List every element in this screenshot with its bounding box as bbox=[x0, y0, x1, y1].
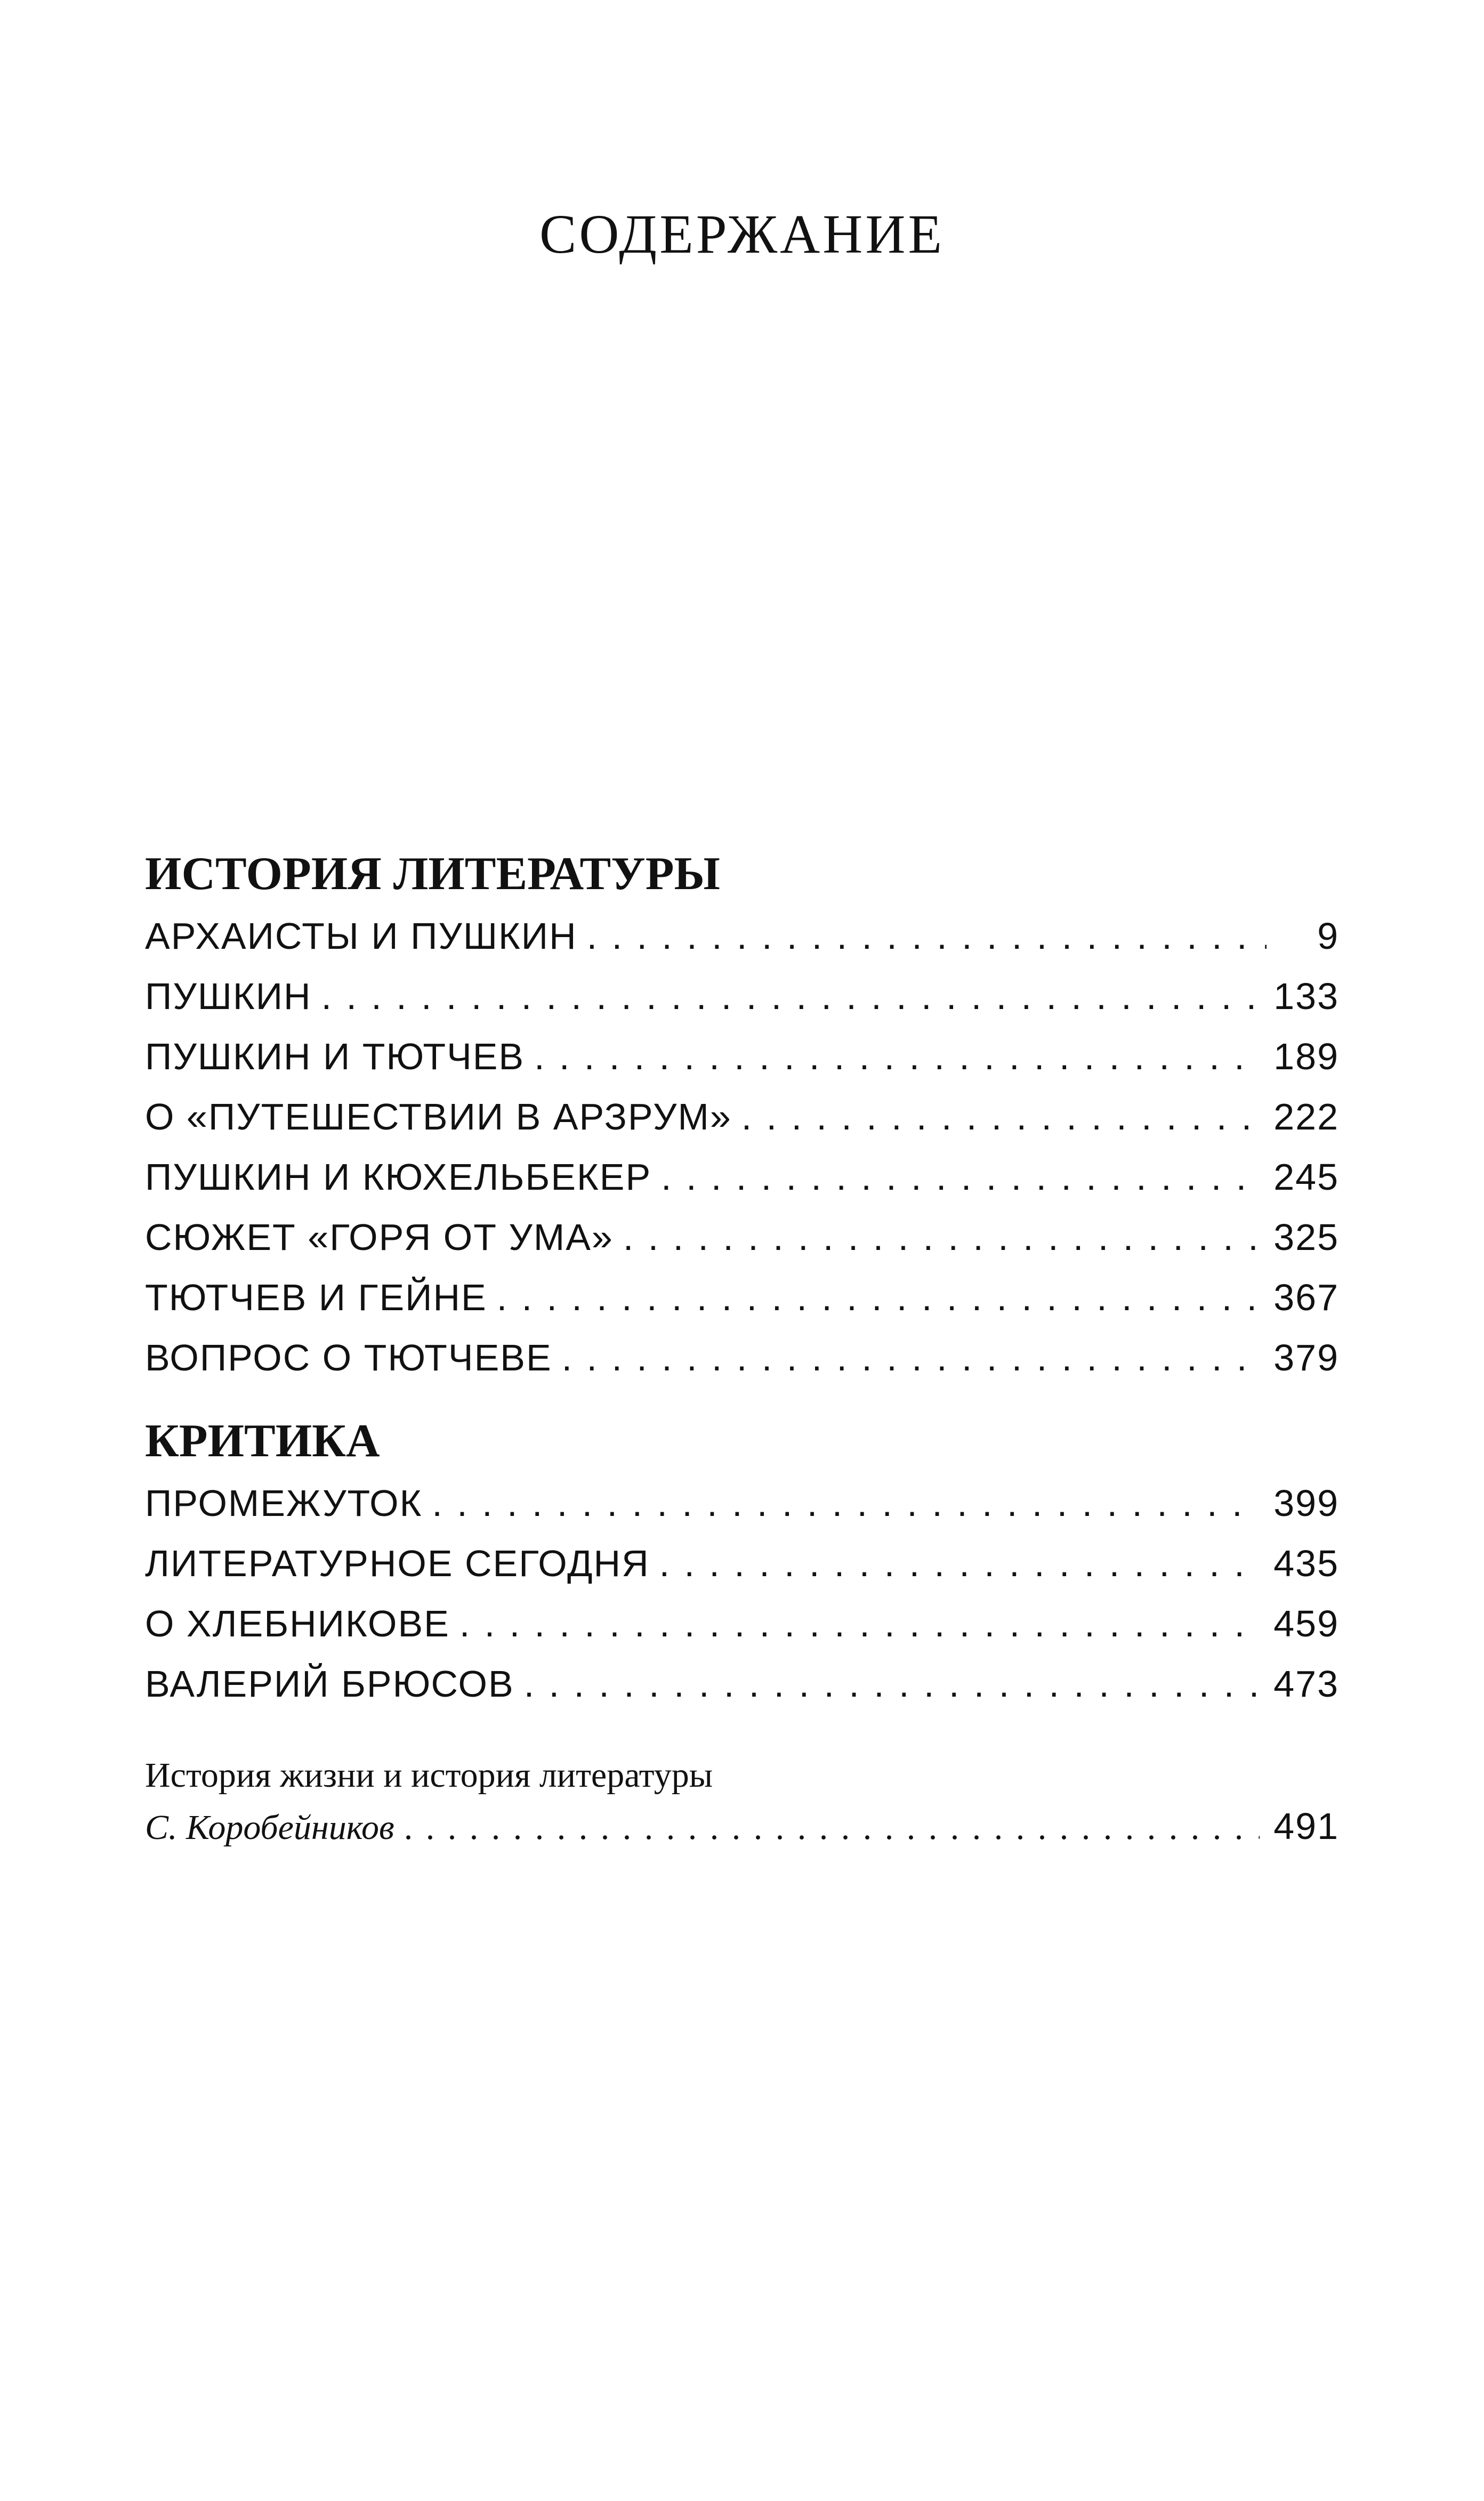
dot-leader bbox=[587, 906, 1267, 966]
toc-entry-title: О «ПУТЕШЕСТВИИ В АРЗРУМ» bbox=[145, 1096, 732, 1137]
dot-leader bbox=[321, 966, 1260, 1027]
dot-leader bbox=[432, 1473, 1260, 1534]
toc-entry-title: ПУШКИН И КЮХЕЛЬБЕКЕР bbox=[145, 1156, 652, 1198]
toc-entry bbox=[145, 1473, 1339, 1534]
toc-entry-title: ВОПРОС О ТЮТЧЕВЕ bbox=[145, 1337, 552, 1378]
page-title: СОДЕРЖАНИЕ bbox=[539, 204, 945, 265]
toc-entry-page: 245 bbox=[1273, 1156, 1339, 1198]
dot-leader bbox=[661, 1147, 1260, 1207]
dot-leader bbox=[404, 1801, 1260, 1854]
dot-leader bbox=[497, 1268, 1260, 1328]
toc-entry bbox=[145, 1027, 1339, 1087]
toc-entry-title: ПРОМЕЖУТОК bbox=[145, 1482, 423, 1524]
afterword-author-row bbox=[145, 1800, 1339, 1853]
dot-leader bbox=[562, 1328, 1260, 1388]
dot-leader bbox=[659, 1534, 1260, 1594]
section-heading-criticism: КРИТИКА bbox=[145, 1415, 380, 1467]
toc-entry bbox=[145, 1654, 1339, 1714]
toc-entry-page: 459 bbox=[1273, 1603, 1339, 1644]
afterword-author: С. Коробейников bbox=[145, 1808, 394, 1847]
toc-entry-page: 222 bbox=[1273, 1096, 1339, 1137]
dot-leader bbox=[459, 1594, 1260, 1654]
toc-entry-title: АРХАИСТЫ И ПУШКИН bbox=[145, 915, 577, 957]
dot-leader bbox=[534, 1027, 1260, 1087]
toc-entry bbox=[145, 1268, 1339, 1328]
dot-leader bbox=[741, 1087, 1260, 1147]
afterword-page: 491 bbox=[1273, 1805, 1339, 1847]
toc-entry-page: 133 bbox=[1273, 975, 1339, 1017]
toc-entry-title: О ХЛЕБНИКОВЕ bbox=[145, 1603, 450, 1644]
toc-entry bbox=[145, 1594, 1339, 1654]
toc-entry-title: СЮЖЕТ «ГОРЯ ОТ УМА» bbox=[145, 1216, 614, 1258]
toc-entry-page: 9 bbox=[1317, 915, 1339, 957]
dot-leader bbox=[524, 1654, 1260, 1714]
toc-entry bbox=[145, 1207, 1339, 1268]
toc-entry-page: 325 bbox=[1273, 1216, 1339, 1258]
toc-entry bbox=[145, 906, 1339, 966]
toc-entry-page: 399 bbox=[1273, 1482, 1339, 1524]
toc-entry bbox=[145, 1328, 1339, 1388]
dot-leader bbox=[623, 1207, 1260, 1268]
table-of-contents bbox=[145, 842, 1339, 1853]
toc-entry-title: ПУШКИН bbox=[145, 975, 312, 1017]
toc-entry-title: ТЮТЧЕВ И ГЕЙНЕ bbox=[145, 1277, 487, 1318]
toc-entry-title: ВАЛЕРИЙ БРЮСОВ bbox=[145, 1663, 514, 1705]
afterword-title: История жизни и история литературы bbox=[145, 1756, 713, 1795]
section-heading-history: ИСТОРИЯ ЛИТЕРАТУРЫ bbox=[145, 848, 720, 900]
toc-entry bbox=[145, 1534, 1339, 1594]
toc-entry-title: ПУШКИН И ТЮТЧЕВ bbox=[145, 1036, 525, 1077]
toc-entry-page: 379 bbox=[1273, 1337, 1339, 1378]
toc-entry-page: 367 bbox=[1273, 1277, 1339, 1318]
toc-entry bbox=[145, 966, 1339, 1027]
afterword-entry bbox=[145, 1752, 1339, 1853]
toc-entry bbox=[145, 1147, 1339, 1207]
toc-entry-title: ЛИТЕРАТУРНОЕ СЕГОДНЯ bbox=[145, 1543, 650, 1584]
toc-entry-page: 189 bbox=[1273, 1036, 1339, 1077]
toc-entry bbox=[145, 1087, 1339, 1147]
toc-entry-page: 435 bbox=[1273, 1543, 1339, 1584]
toc-entry-page: 473 bbox=[1273, 1663, 1339, 1705]
